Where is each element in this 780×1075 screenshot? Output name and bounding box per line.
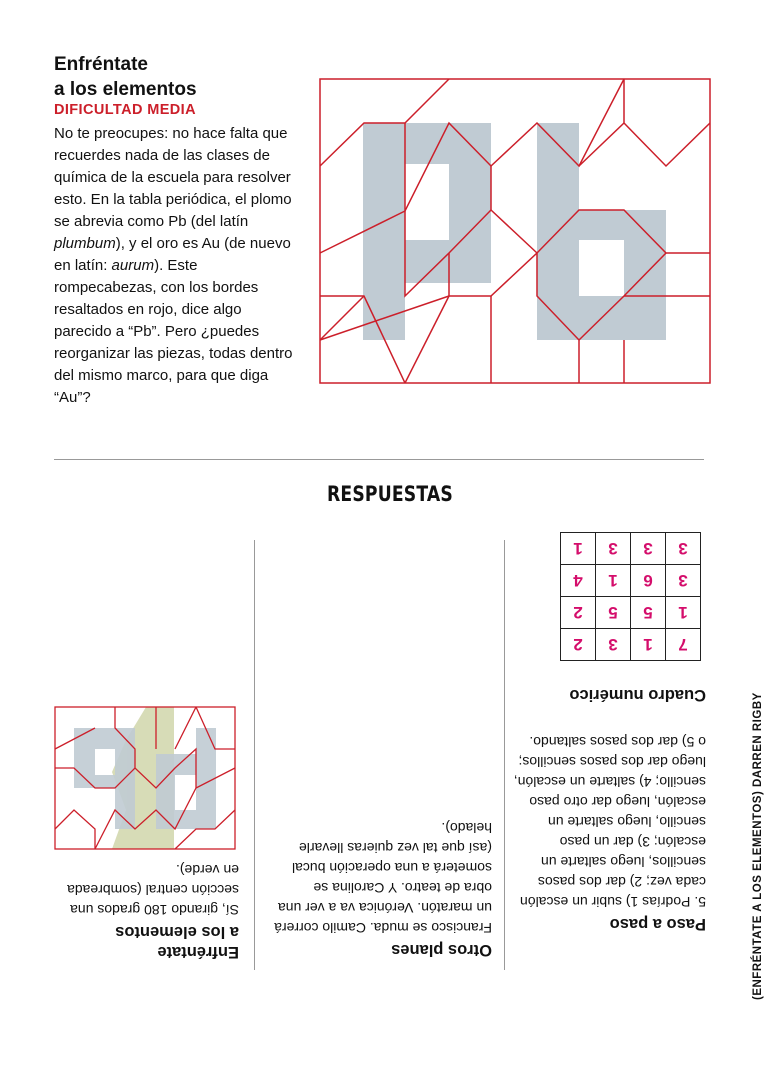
grid-title: Cuadro numérico <box>569 686 706 704</box>
answer-otros-planes <box>270 818 492 960</box>
grid-cell: 1 <box>666 597 701 629</box>
answer-paso-a-paso <box>512 732 706 934</box>
answer-figure <box>54 706 236 850</box>
answer-elements-body: Sí, girando 180 grados una sección central (sombreada en verde). <box>67 862 239 918</box>
difficulty-label: DIFICULTAD MEDIA <box>54 102 196 118</box>
column-divider-1 <box>254 540 255 970</box>
grid-row <box>561 565 701 597</box>
grid-cell: 1 <box>596 565 631 597</box>
section-divider <box>54 459 704 460</box>
grid-cell: 2 <box>561 597 596 629</box>
answer-otros-planes-body: Francisco se muda. Camilo correrá un maratón. Verónica va a ver una obra de teatro. Y Carolina se someterá a una operación bucal (así que tal vez quieras llevarle helado). <box>274 820 492 936</box>
answer-paso-a-paso-title: Paso a paso <box>609 915 706 933</box>
answer-paso-a-paso-body: 5. Podrías 1) subir un escalón cada vez; 2) dar dos pasos sencillos, luego saltarte un escalón; 3) dar un paso sencillo, luego saltarte un escalón, luego dar otro paso sencillo; 4) saltarte un escalón, luego dar dos pasos sencillos; o 5) dar dos pasos saltando. <box>513 734 706 910</box>
grid-cell: 5 <box>631 597 666 629</box>
answers-heading: RESPUESTAS <box>327 482 453 506</box>
grid-cell: 1 <box>561 533 596 565</box>
grid-cell: 3 <box>596 629 631 661</box>
grid-cell: 3 <box>596 533 631 565</box>
grid-cell: 3 <box>666 565 701 597</box>
grid-cell: 7 <box>666 629 701 661</box>
grid-cell: 2 <box>561 629 596 661</box>
grid-row <box>561 629 701 661</box>
puzzle-title-line-1: Enfréntate <box>54 54 148 75</box>
grid-cell: 4 <box>561 565 596 597</box>
puzzle-intro <box>54 123 296 409</box>
answer-otros-planes-title: Otros planes <box>391 941 492 959</box>
grid-cell: 1 <box>631 629 666 661</box>
grid-cell: 3 <box>631 533 666 565</box>
answer-elements <box>54 860 239 962</box>
intro-text-2: ), y el oro es Au (de nuevo en latín: <box>54 235 291 274</box>
column-divider-2 <box>504 540 505 970</box>
grid-cell: 6 <box>631 565 666 597</box>
puzzle-title-line-2: a los elementos <box>54 79 197 100</box>
grid-row <box>561 533 701 565</box>
intro-italic-1: plumbum <box>54 235 116 252</box>
number-grid <box>560 532 701 661</box>
grid-row <box>561 597 701 629</box>
answer-elements-title-2: a los elementos <box>115 923 239 941</box>
intro-text-1: No te preocupes: no hace falta que recuerdes nada de las clases de química de la escuela para resolver esto. En la tabla periódica, el plomo se abrevia como Pb (del latín <box>54 125 292 230</box>
answer-elements-title-1: Enfréntate <box>157 943 239 961</box>
grid-cell: 3 <box>666 533 701 565</box>
intro-italic-2: aurum <box>111 257 155 274</box>
answer-elements-title <box>54 922 239 962</box>
grid-cell: 5 <box>596 597 631 629</box>
intro-text-3: ). Este rompecabezas, con los bordes resaltados en rojo, dice algo parecido a “Pb”. Pero ¿puedes reorganizar las piezas, todas dentro del mismo marco, para que diga “Au”? <box>54 257 293 406</box>
photo-credit: (ENFRÉNTATE A LOS ELEMENTOS) DARREN RIGBY <box>752 692 764 1000</box>
puzzle-title <box>54 52 304 102</box>
puzzle-figure <box>319 78 713 386</box>
